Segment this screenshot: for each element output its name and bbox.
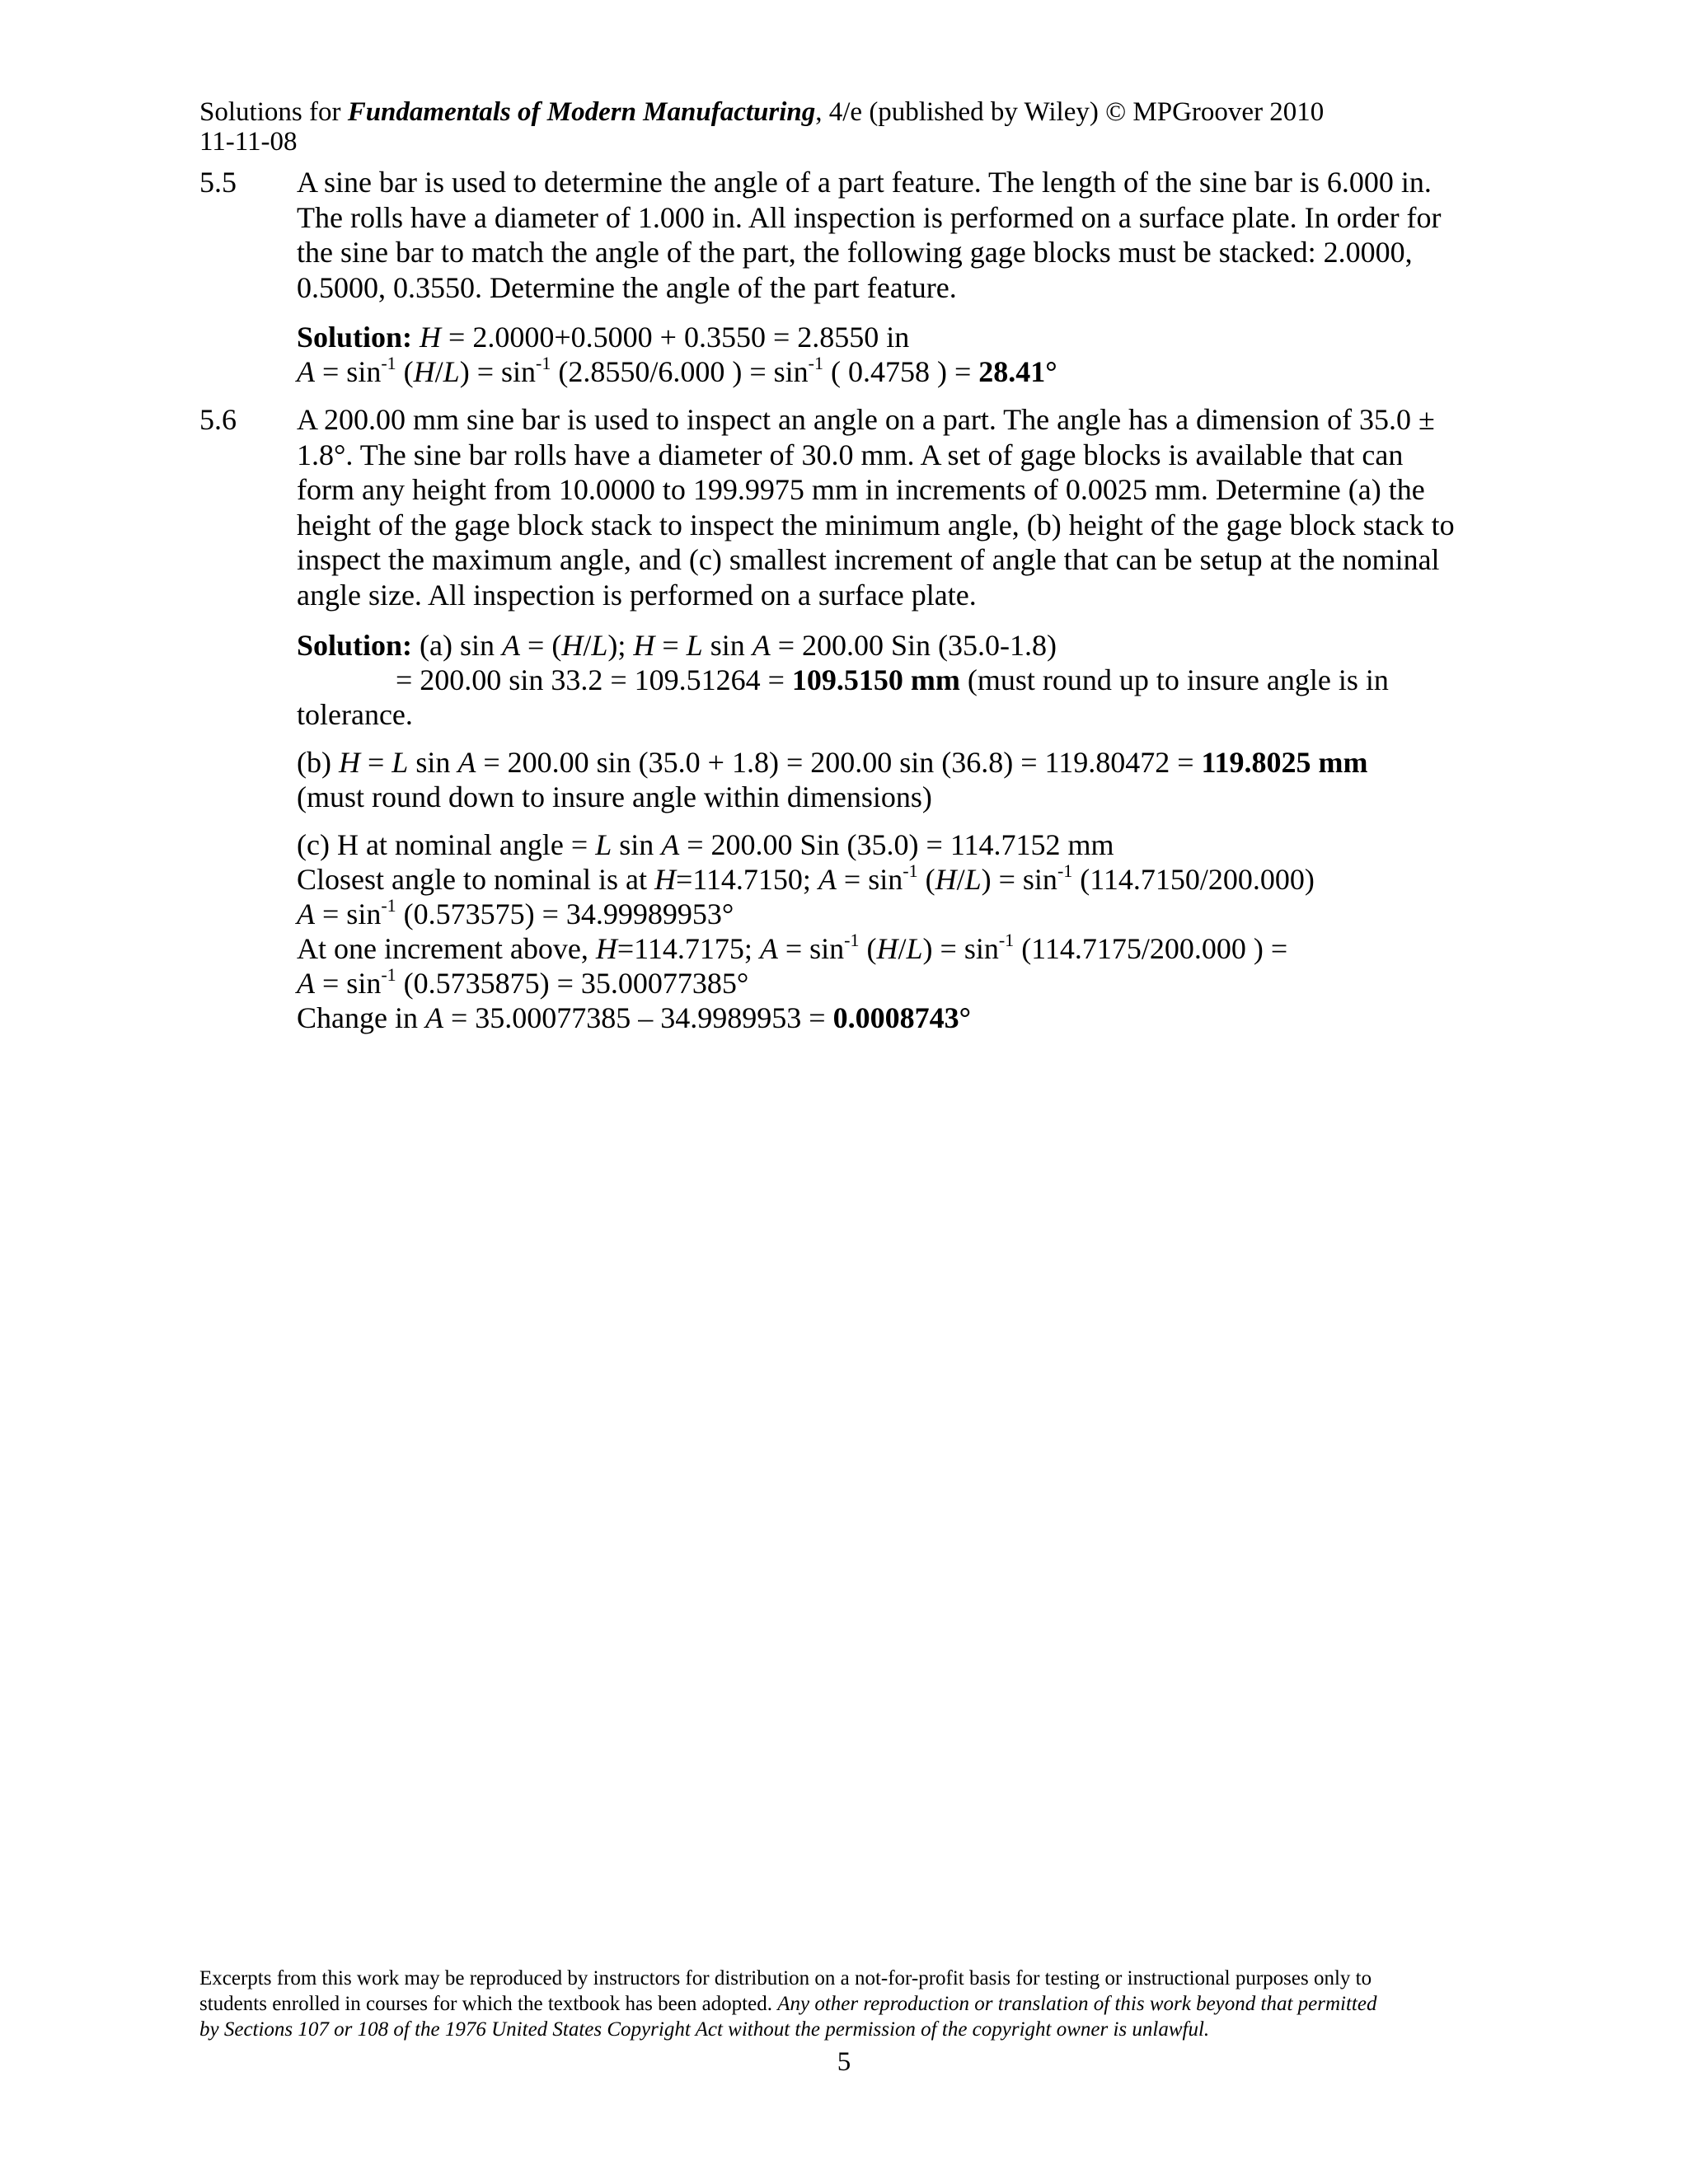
footer-line: [199, 1991, 1485, 2017]
solution-line: [297, 745, 1502, 780]
equation-text: (: [917, 863, 935, 896]
var-a: A: [457, 746, 476, 779]
footer-text-italic: Any other reproduction or translation of this work beyond that permitted: [777, 1993, 1377, 2015]
equation-text: =114.7150;: [675, 863, 818, 896]
solution-line: [297, 1001, 1502, 1035]
superscript: -1: [844, 930, 860, 950]
var-l: L: [591, 629, 608, 662]
var-h: H: [561, 629, 584, 662]
problem-number: 5.5: [199, 166, 237, 199]
equation-text: = sin: [315, 967, 382, 1000]
equation-text: = sin: [836, 863, 903, 896]
equation-text: =: [654, 629, 687, 662]
equation-text: = 35.00077385 – 34.9989953 =: [443, 1001, 833, 1034]
equation-text: Change in: [297, 1001, 425, 1034]
var-a: A: [759, 932, 778, 965]
solution-line: [297, 931, 1502, 966]
equation-text: = sin: [315, 355, 382, 388]
statement-line: 0.5000, 0.3550. Determine the angle of the part feature.: [297, 270, 957, 304]
solution-line: [297, 966, 1502, 1001]
problem-statement: [297, 402, 1502, 612]
var-l: L: [964, 863, 982, 896]
equation-text: = 200.00 sin (35.0 + 1.8) = 200.00 sin (36.8) = 119.80472 =: [476, 746, 1202, 779]
solution-5-6: [297, 628, 1502, 1035]
equation-text: /: [956, 863, 965, 896]
var-a: A: [297, 355, 315, 388]
equation-text: sin: [612, 828, 662, 861]
equation-text: (2.8550/6.000 ) = sin: [551, 355, 809, 388]
page-number: 5: [837, 2047, 851, 2077]
solution-line: [297, 663, 1502, 697]
var-l: L: [443, 355, 460, 388]
header-prefix: Solutions for: [199, 97, 348, 127]
var-a: A: [661, 828, 680, 861]
equation-text: (: [396, 355, 414, 388]
equation-text: (a) sin: [412, 629, 503, 662]
problem-statement: [297, 165, 1502, 305]
var-a: A: [502, 629, 521, 662]
equation-text: );: [607, 629, 634, 662]
solution-label: Solution:: [297, 629, 413, 662]
answer-result: 109.5150 mm: [791, 663, 960, 696]
statement-line: the sine bar to match the angle of the part, the following gage blocks must be stacked: 2.0000,: [297, 236, 1413, 269]
footer-line: [199, 2017, 1485, 2042]
var-l: L: [686, 629, 703, 662]
footer-line: Excerpts from this work may be reproduced by instructors for distribution on a not-for-profit basis for testing or instructional purposes only to: [199, 1967, 1372, 1990]
var-a: A: [818, 863, 837, 896]
problem-5-6: [199, 402, 1502, 612]
var-a: A: [297, 967, 315, 1000]
var-a: A: [424, 1001, 443, 1034]
equation-text: ) = sin: [981, 863, 1057, 896]
equation-text: At one increment above,: [297, 932, 596, 965]
statement-line: inspect the maximum angle, and (c) smallest increment of angle that can be setup at the nominal: [297, 543, 1440, 576]
statement-line: 1.8°. The sine bar rolls have a diameter of 30.0 mm. A set of gage blocks is available that can: [297, 438, 1404, 471]
solution-line: (must round down to insure angle within dimensions): [297, 780, 932, 813]
book-title: Fundamentals of Modern Manufacturing: [347, 97, 816, 127]
var-h: H: [413, 355, 435, 388]
statement-line: angle size. All inspection is performed on a surface plate.: [297, 578, 977, 612]
equation-text: = 200.00 sin 33.2 = 109.51264 =: [396, 663, 792, 696]
equation-text: = 200.00 Sin (35.0-1.8): [770, 629, 1057, 662]
superscript: -1: [381, 895, 396, 916]
var-h: H: [876, 932, 898, 965]
answer-result: 28.41°: [978, 355, 1057, 388]
answer-result: 119.8025 mm: [1201, 746, 1368, 779]
superscript: -1: [381, 353, 396, 373]
equation-text: Closest angle to nominal is at: [297, 863, 654, 896]
equation-text: (c) H at nominal angle =: [297, 828, 596, 861]
equation-text: = sin: [777, 932, 845, 965]
solution-line: [297, 897, 1502, 931]
page-header: [199, 97, 1324, 157]
equation-text: (0.573575) = 34.99989953°: [396, 898, 734, 930]
equation-text: = 200.00 Sin (35.0) = 114.7152 mm: [679, 828, 1114, 861]
var-l: L: [906, 932, 923, 965]
var-h: H: [338, 746, 360, 779]
var-h: H: [420, 321, 442, 354]
equation-text: = 2.0000+0.5000 + 0.3550 = 2.8550 in: [441, 321, 910, 354]
equation-text: /: [434, 355, 443, 388]
statement-line: A 200.00 mm sine bar is used to inspect an angle on a part. The angle has a dimension of 35.0 ±: [297, 403, 1435, 436]
equation-text: = sin: [315, 898, 382, 930]
copyright-footer: [199, 1966, 1485, 2042]
statement-line: height of the gage block stack to inspect the minimum angle, (b) height of the gage block stack to: [297, 508, 1455, 541]
var-l: L: [595, 828, 612, 861]
equation-text: = (: [520, 629, 562, 662]
equation-text: sin: [408, 746, 458, 779]
problem-5-5: [199, 165, 1502, 305]
equation-text: (114.7175/200.000 ) =: [1014, 932, 1288, 965]
solution-line: [297, 862, 1502, 897]
solution-line: [297, 628, 1502, 663]
var-l: L: [392, 746, 409, 779]
equation-text: ) = sin: [459, 355, 537, 388]
var-a: A: [297, 898, 315, 930]
equation-text: (114.7150/200.000): [1072, 863, 1315, 896]
solution-line: tolerance.: [297, 698, 413, 731]
equation-text: (0.5735875) = 35.00077385°: [396, 967, 749, 1000]
superscript: -1: [998, 930, 1015, 950]
equation-text: =114.7175;: [617, 932, 760, 965]
solution-line: [297, 354, 1502, 389]
footer-text-italic: by Sections 107 or 108 of the 1976 United States Copyright Act without the permission of the copyright owner is unlawful.: [199, 2018, 1210, 2041]
solution-line: [297, 827, 1502, 862]
superscript: -1: [536, 353, 551, 373]
problem-number: 5.6: [199, 403, 237, 436]
var-h: H: [595, 932, 617, 965]
equation-text: /: [583, 629, 592, 662]
equation-text: (b): [297, 746, 339, 779]
equation-text: ) = sin: [922, 932, 999, 965]
equation-text: (: [859, 932, 877, 965]
var-a: A: [752, 629, 771, 662]
equation-text: (must round up to insure angle is in: [959, 663, 1389, 696]
statement-line: The rolls have a diameter of 1.000 in. All inspection is performed on a surface plate. In order for: [297, 200, 1442, 234]
footer-text: students enrolled in courses for which the textbook has been adopted.: [199, 1993, 778, 2015]
superscript: -1: [1057, 860, 1073, 881]
header-date: 11-11-08: [199, 127, 298, 157]
solution-5-5: [297, 320, 1502, 389]
equation-text: /: [898, 932, 907, 965]
statement-line: form any height from 10.0000 to 199.9975 mm in increments of 0.0025 mm. Determine (a) the: [297, 473, 1425, 506]
solution-line: [297, 320, 1502, 354]
header-suffix: , 4/e (published by Wiley) © MPGroover 2010: [815, 97, 1325, 127]
var-h: H: [633, 629, 655, 662]
equation-text: ( 0.4758 ) =: [823, 355, 979, 388]
solution-label: Solution:: [297, 321, 413, 354]
answer-result: 0.0008743°: [832, 1001, 971, 1034]
statement-line: A sine bar is used to determine the angle of a part feature. The length of the sine bar is 6.000 in.: [297, 166, 1432, 199]
equation-text: sin: [702, 629, 753, 662]
header-title-line: [199, 97, 1324, 127]
var-h: H: [654, 863, 676, 896]
superscript: -1: [903, 860, 918, 881]
var-h: H: [935, 863, 957, 896]
superscript: -1: [381, 964, 396, 985]
superscript: -1: [808, 353, 823, 373]
equation-text: =: [359, 746, 392, 779]
